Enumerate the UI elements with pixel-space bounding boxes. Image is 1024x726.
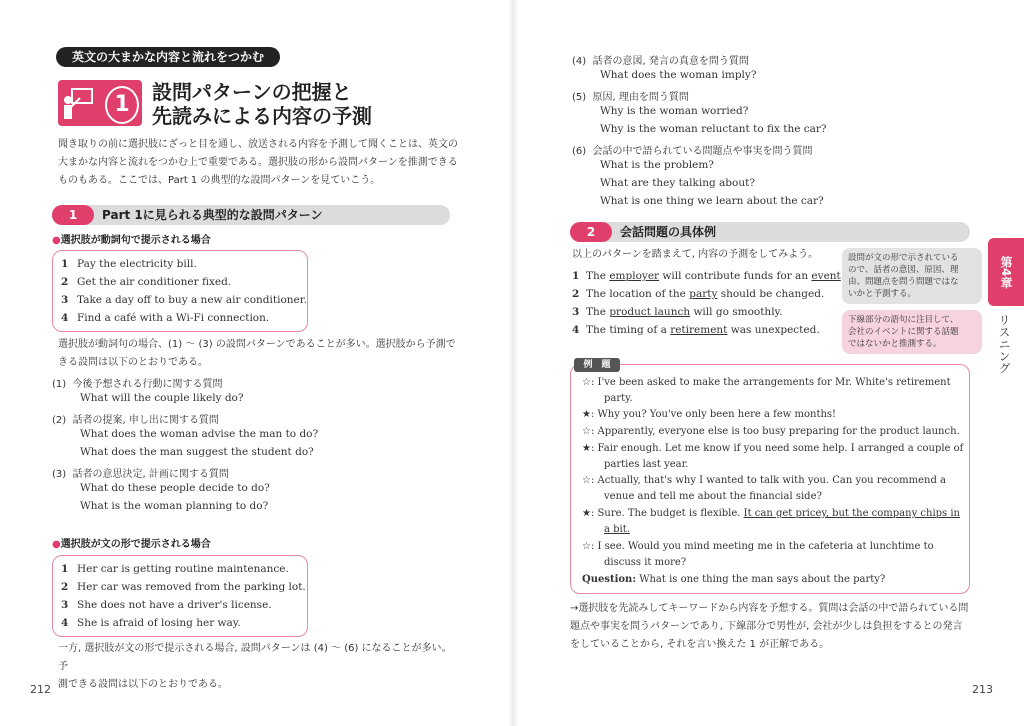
subsection-header-1: 1 Part 1に見られる典型的な設問パターン [52,205,450,225]
chapter-tab: 第4章 [988,238,1024,306]
section-number-block [58,80,142,126]
dialogue-line: ☆: I've been asked to make the arrangements for Mr. White's retirement [582,377,951,388]
example-question: What is one thing we learn about the car? [600,195,824,207]
sentence-choices-box [52,555,308,637]
hint-note-pink: 下線部分の語句に注目して、 会社のイベントに関する話題 ではないかと推測する。 [842,310,982,354]
dialogue-line: ★: Fair enough. Let me know if you need some help. I arranged a couple of [582,443,964,454]
dialogue-line: ☆: Apparently, everyone else is too busy preparing for the product launch. [582,426,960,437]
example-question: What does the woman advise the man to do? [80,428,319,440]
example-choice: 3 The product launch will go smoothly. [572,306,783,318]
answer-explanation: →選択肢を先読みしてキーワードから内容を予想する。質問は会話の中で語られている問 題点や事実を問うパターンであり, 下線部分で男性が, 会社が少しは負担をするとの発言 をしていることから, それを言い換えた 1 が正解である。 [570,603,969,650]
lead-text: 以上のパターンを踏まえて, 内容の予測をしてみよう。 [572,249,819,260]
dialogue-line: ★: Sure. The budget is flexible. It can get pricey, but the company chips in [582,508,960,519]
question-pattern-4: (4) 話者の意図, 発言の真意を問う質問 [572,56,749,67]
choice-item: 1 Pay the electricity bill. [61,258,197,270]
dialogue-line: a bit. [604,524,630,535]
example-question: What are they talking about? [600,177,755,189]
dialogue-line: parties last year. [604,459,689,470]
page-number-right: 213 [972,683,993,696]
example-question: What is the problem? [600,159,714,171]
question-pattern-2: (2) 話者の提案, 申し出に関する質問 [52,415,219,426]
question-line: Question: What is one thing the man says about the party? [582,574,886,585]
question-pattern-5: (5) 原因, 理由を問う質問 [572,92,689,103]
choice-item: 2 Her car was removed from the parking lot. [61,581,306,593]
example-question: Why is the woman reluctant to fix the car? [600,123,827,135]
example-question: What do these people decide to do? [80,482,270,494]
example-question: What is the woman planning to do? [80,500,269,512]
choice-item: 2 Get the air conditioner fixed. [61,276,232,288]
example-question: What will the couple likely do? [80,392,244,404]
example-question: Why is the woman worried? [600,105,749,117]
dialogue-line: venue and tell me about the financial side? [604,491,822,502]
question-pattern-6: (6) 会話の中で語られている問題点や事実を問う質問 [572,146,813,157]
page-gutter [508,0,518,726]
chapter-heading-tag: 英文の大まかな内容と流れをつかむ [56,47,280,67]
chapter-name: リスニング [997,314,1011,374]
dialogue-line: ★: Why you? You've only been here a few months! [582,409,837,420]
question-pattern-3: (3) 話者の意思決定, 計画に関する質問 [52,469,229,480]
verb-choices-box [52,250,308,332]
dialogue-line: ☆: Actually, that's why I wanted to talk with you. Can you recommend a [582,475,946,486]
bullet-icon: ● [52,539,61,550]
hint-note-gray: 設問が文の形で示されている ので、話者の意図、原因、理 由、問題点を問う問題ではな いかと予測する。 [842,248,982,304]
subsection-header-2: 2 会話問題の具体例 [570,222,970,242]
sentence-explanation: 一方, 選択肢が文の形で提示される場合, 設問パターンは (4) ～ (6) になることが多い。予 測できる設問は以下のとおりである。 [58,643,452,690]
verb-explanation: 選択肢が動詞句の場合、(1) ～ (3) の設問パターンであることが多い。選択肢から予測で きる設問は以下のとおりである。 [58,339,456,368]
dialogue-line: ☆: I see. Would you mind meeting me in the cafeteria at lunchtime to [582,541,934,552]
intro-paragraph: 聞き取りの前に選択肢にざっと目を通し、放送される内容を予測して聞くことは、英文の 大まかな内容と流れをつかむ上で重要である。選択肢の形から設問パターンを推測できる ものもある。ここでは、Part 1 の典型的な設問パターンを見ていこう。 [58,139,458,186]
choice-item: 3 Take a day off to buy a new air conditioner. [61,294,307,306]
choice-item: 3 She does not have a driver's license. [61,599,272,611]
example-tag: 例 題 [574,358,620,372]
example-choice: 4 The timing of a retirement was unexpected. [572,324,820,336]
page-title: 設問パターンの把握と 先読みによる内容の予測 [152,80,372,128]
bullet-icon: ● [52,235,61,246]
dialogue-line: discuss it more? [604,557,687,568]
example-question: What does the man suggest the student do? [80,446,314,458]
page-number-left: 212 [30,683,51,696]
example-question: What does the woman imply? [600,69,757,81]
section-number: 1 [98,80,142,126]
sentence-heading: ●選択肢が文の形で提示される場合 [52,539,211,550]
choice-item: 4 Find a café with a Wi-Fi connection. [61,312,270,324]
lecture-icon [58,80,98,126]
example-choice: 1 The employer will contribute funds for an event [572,270,841,282]
choice-item: 4 She is afraid of losing her way. [61,617,241,629]
example-choice: 2 The location of the party should be changed. [572,288,825,300]
choice-item: 1 Her car is getting routine maintenance. [61,563,289,575]
question-pattern-1: (1) 今後予想される行動に関する質問 [52,379,223,390]
verb-phrase-heading: ●選択肢が動詞句で提示される場合 [52,235,211,246]
dialogue-line: party. [604,393,633,404]
